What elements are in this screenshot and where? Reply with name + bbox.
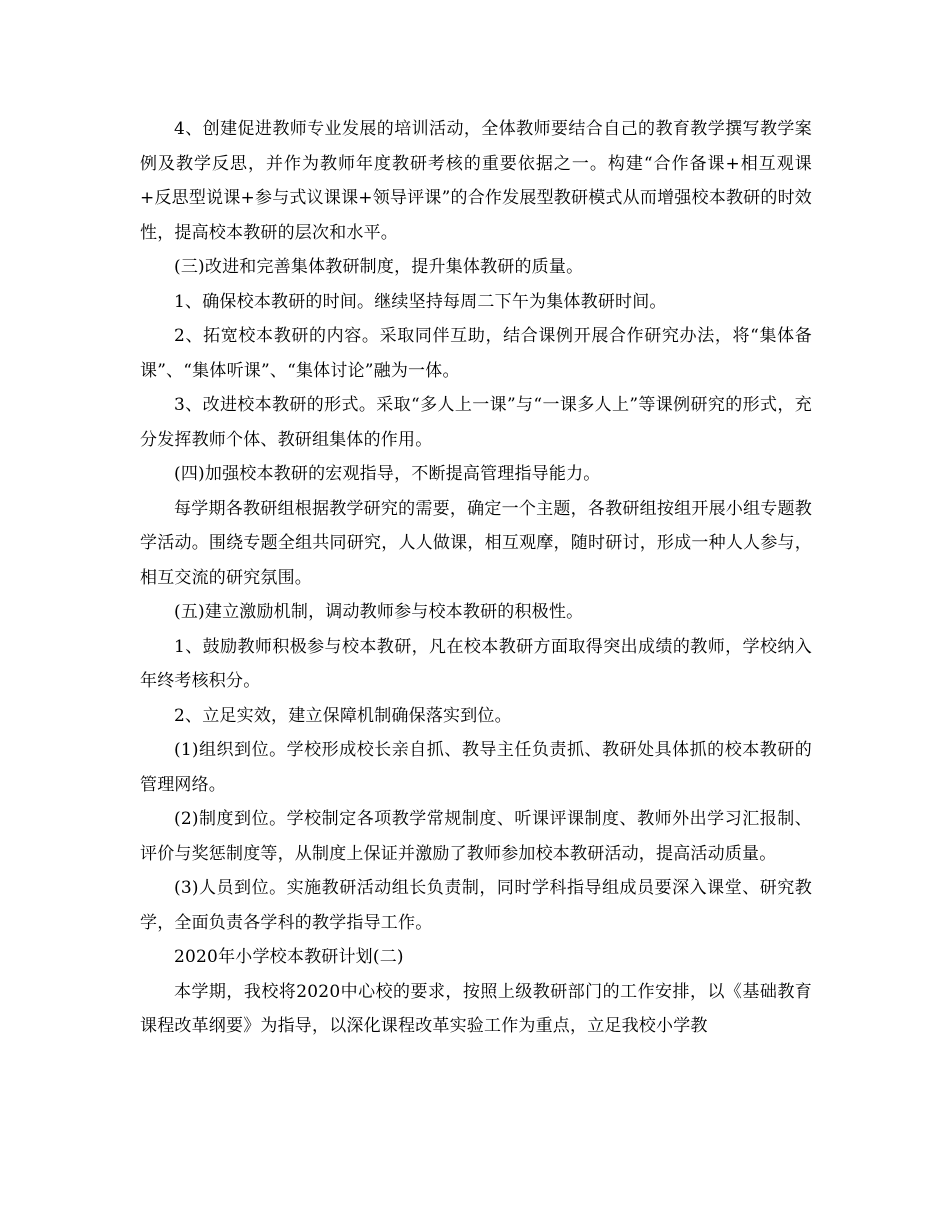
paragraph-organization: (1)组织到位。学校形成校长亲自抓、教导主任负责抓、教研处具体抓的校本教研的管理网络。: [140, 740, 812, 795]
paragraph-this-semester: 本学期，我校将2020中心校的要求，按照上级教研部门的工作安排，以《基础教育课程改革纲要》为指导，以深化课程改革实验工作为重点，立足我校小学教: [140, 981, 812, 1036]
paragraph-ensure-time: 1、确保校本教研的时间。继续坚持每周二下午为集体教研时间。: [174, 291, 667, 312]
paragraph-broaden-content: 2、拓宽校本教研的内容。采取同伴互助，结合课例开展合作研究办法，将“集体备课”、“集体听课”、“集体讨论”融为一体。: [140, 326, 812, 381]
paragraph-system: (2)制度到位。学校制定各项教学常规制度、听课评课制度、教师外出学习汇报制、评价与奖惩制度等，从制度上保证并激励了教师参加校本教研活动，提高活动质量。: [140, 809, 812, 864]
paragraph-training-activities: 4、创建促进教师专业发展的培训活动，全体教师要结合自己的教育教学撰写教学案例及教学反思，并作为教师年度教研考核的重要依据之一。构建“合作备课+相互观课+反思型说课+参与式议课课+领导评课”的合作发展型教研模式从而增强校本教研的时效性，提高校本教研的层次和水平。: [140, 119, 812, 243]
section-heading-3: (三)改进和完善集体教研制度，提升集体教研的质量。: [174, 257, 584, 277]
document-body: [140, 112, 812, 1044]
paragraph-improve-form: 3、改进校本教研的形式。采取“多人上一课”与“一课多人上”等课例研究的形式，充分发挥教师个体、教研组集体的作用。: [140, 395, 812, 450]
paragraph-encourage-teachers: 1、鼓励教师积极参与校本教研，凡在校本教研方面取得突出成绩的教师，学校纳入年终考核积分。: [140, 636, 812, 691]
plan-title-2: 2020年小学校本教研计划(二): [174, 947, 404, 967]
section-heading-4: (四)加强校本教研的宏观指导，不断提高管理指导能力。: [174, 464, 601, 484]
section-heading-5: (五)建立激励机制，调动教师参与校本教研的积极性。: [174, 602, 584, 622]
paragraph-personnel: (3)人员到位。实施教研活动组长负责制，同时学科指导组成员要深入课堂、研究教学，全面负责各学科的教学指导工作。: [140, 878, 812, 933]
paragraph-guarantee-mechanism: 2、立足实效，建立保障机制确保落实到位。: [174, 705, 512, 726]
paragraph-theme-activities: 每学期各教研组根据教学研究的需要，确定一个主题，各教研组按组开展小组专题教学活动。围绕专题全组共同研究，人人做课，相互观摩，随时研讨，形成一种人人参与，相互交流的研究氛围。: [140, 498, 812, 588]
